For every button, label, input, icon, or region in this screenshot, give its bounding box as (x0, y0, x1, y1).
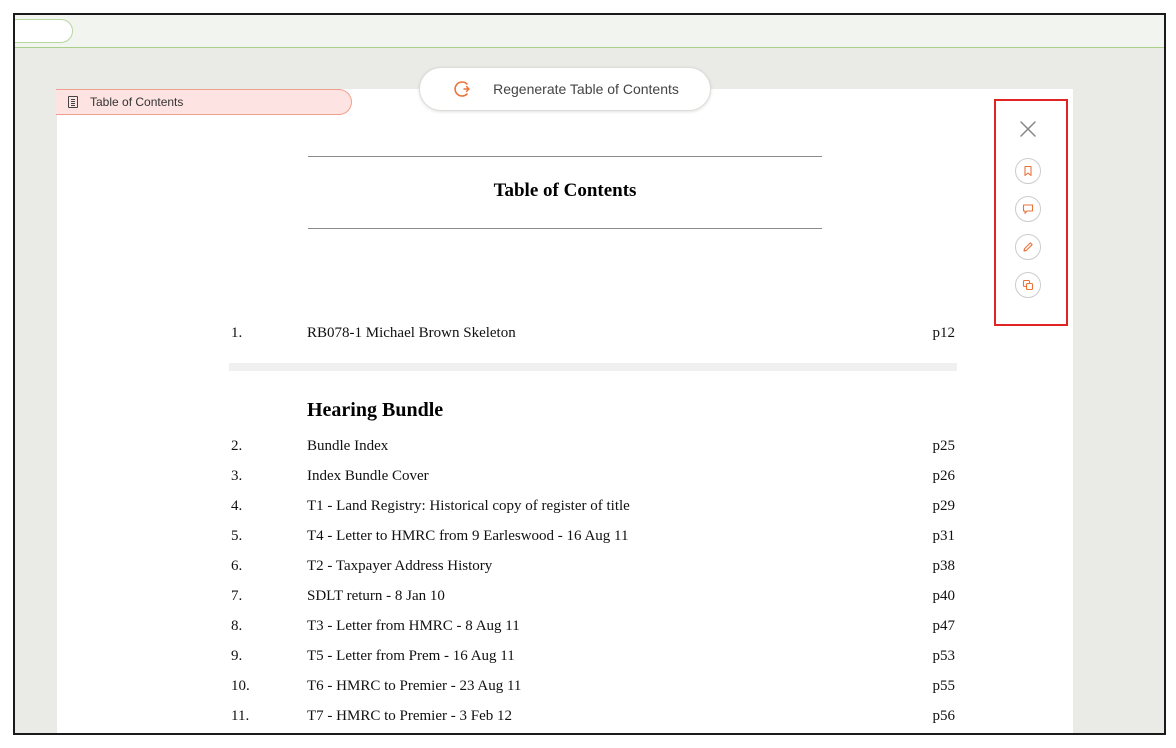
copy-icon (1022, 279, 1034, 291)
entry-page: p55 (932, 678, 955, 694)
entry-number: 10. (231, 678, 250, 694)
entry-page: p31 (932, 528, 955, 544)
entry-page: p26 (932, 468, 955, 484)
entry-title: T7 - HMRC to Premier - 3 Feb 12 (307, 708, 512, 724)
top-tab[interactable] (13, 19, 73, 43)
entry-title: T5 - Letter from Prem - 16 Aug 11 (307, 648, 515, 664)
entry-title: T3 - Letter from HMRC - 8 Aug 11 (307, 618, 520, 634)
toc-entry[interactable] (231, 325, 955, 355)
entry-page: p40 (932, 588, 955, 604)
regenerate-toc-button[interactable] (419, 67, 711, 111)
title-rule-bottom (308, 228, 822, 229)
entry-number: 5. (231, 528, 243, 544)
toc-entry[interactable] (231, 648, 955, 678)
toc-entry[interactable] (231, 708, 955, 735)
toc-entry[interactable] (231, 558, 955, 588)
entry-title: T4 - Letter to HMRC from 9 Earleswood - 16 Aug 11 (307, 528, 629, 544)
pencil-button[interactable] (1015, 234, 1041, 260)
entry-number: 7. (231, 588, 243, 604)
toc-entry[interactable] (231, 438, 955, 468)
top-bar (15, 15, 1164, 48)
entry-page: p38 (932, 558, 955, 574)
entry-title: Index Bundle Cover (307, 468, 429, 484)
entry-number: 2. (231, 438, 243, 454)
entry-page: p25 (932, 438, 955, 454)
entry-number: 4. (231, 498, 243, 514)
bookmark-button[interactable] (1015, 158, 1041, 184)
app-window (13, 13, 1166, 735)
entry-page: p47 (932, 618, 955, 634)
pencil-icon (1022, 241, 1034, 253)
toc-entry[interactable] (231, 678, 955, 708)
toc-tab[interactable] (56, 89, 352, 115)
toc-entry[interactable] (231, 588, 955, 618)
section-divider (229, 363, 957, 371)
entry-title: T2 - Taxpayer Address History (307, 558, 493, 574)
entry-number: 8. (231, 618, 243, 634)
regenerate-label: Regenerate Table of Contents (493, 81, 679, 97)
entry-number: 3. (231, 468, 243, 484)
entry-page: p53 (932, 648, 955, 664)
toc-entry[interactable] (231, 618, 955, 648)
toc-entry[interactable] (231, 468, 955, 498)
entry-title: RB078-1 Michael Brown Skeleton (307, 325, 516, 341)
entry-number: 1. (231, 325, 243, 341)
comment-button[interactable] (1015, 196, 1041, 222)
entry-title: Bundle Index (307, 438, 389, 454)
bookmark-icon (1022, 165, 1034, 177)
entry-number: 6. (231, 558, 243, 574)
document-list-icon (68, 96, 78, 108)
toc-entry[interactable] (231, 498, 955, 528)
entry-title: T1 - Land Registry: Historical copy of register of title (307, 498, 630, 514)
entry-number: 11. (231, 708, 250, 724)
entry-title: SDLT return - 8 Jan 10 (307, 588, 445, 604)
document-title: Table of Contents (493, 180, 637, 201)
entry-page: p12 (932, 325, 955, 341)
refresh-icon (451, 80, 473, 98)
entry-page: p56 (932, 708, 955, 724)
entry-number: 9. (231, 648, 243, 664)
comment-icon (1022, 203, 1034, 215)
title-rule-top (308, 156, 822, 157)
section-heading: Hearing Bundle (307, 399, 444, 421)
copy-button[interactable] (1015, 272, 1041, 298)
toc-tab-label: Table of Contents (90, 95, 184, 109)
entry-page: p29 (932, 498, 955, 514)
toc-entry[interactable] (231, 528, 955, 558)
close-icon[interactable] (1018, 119, 1038, 139)
entry-title: T6 - HMRC to Premier - 23 Aug 11 (307, 678, 522, 694)
